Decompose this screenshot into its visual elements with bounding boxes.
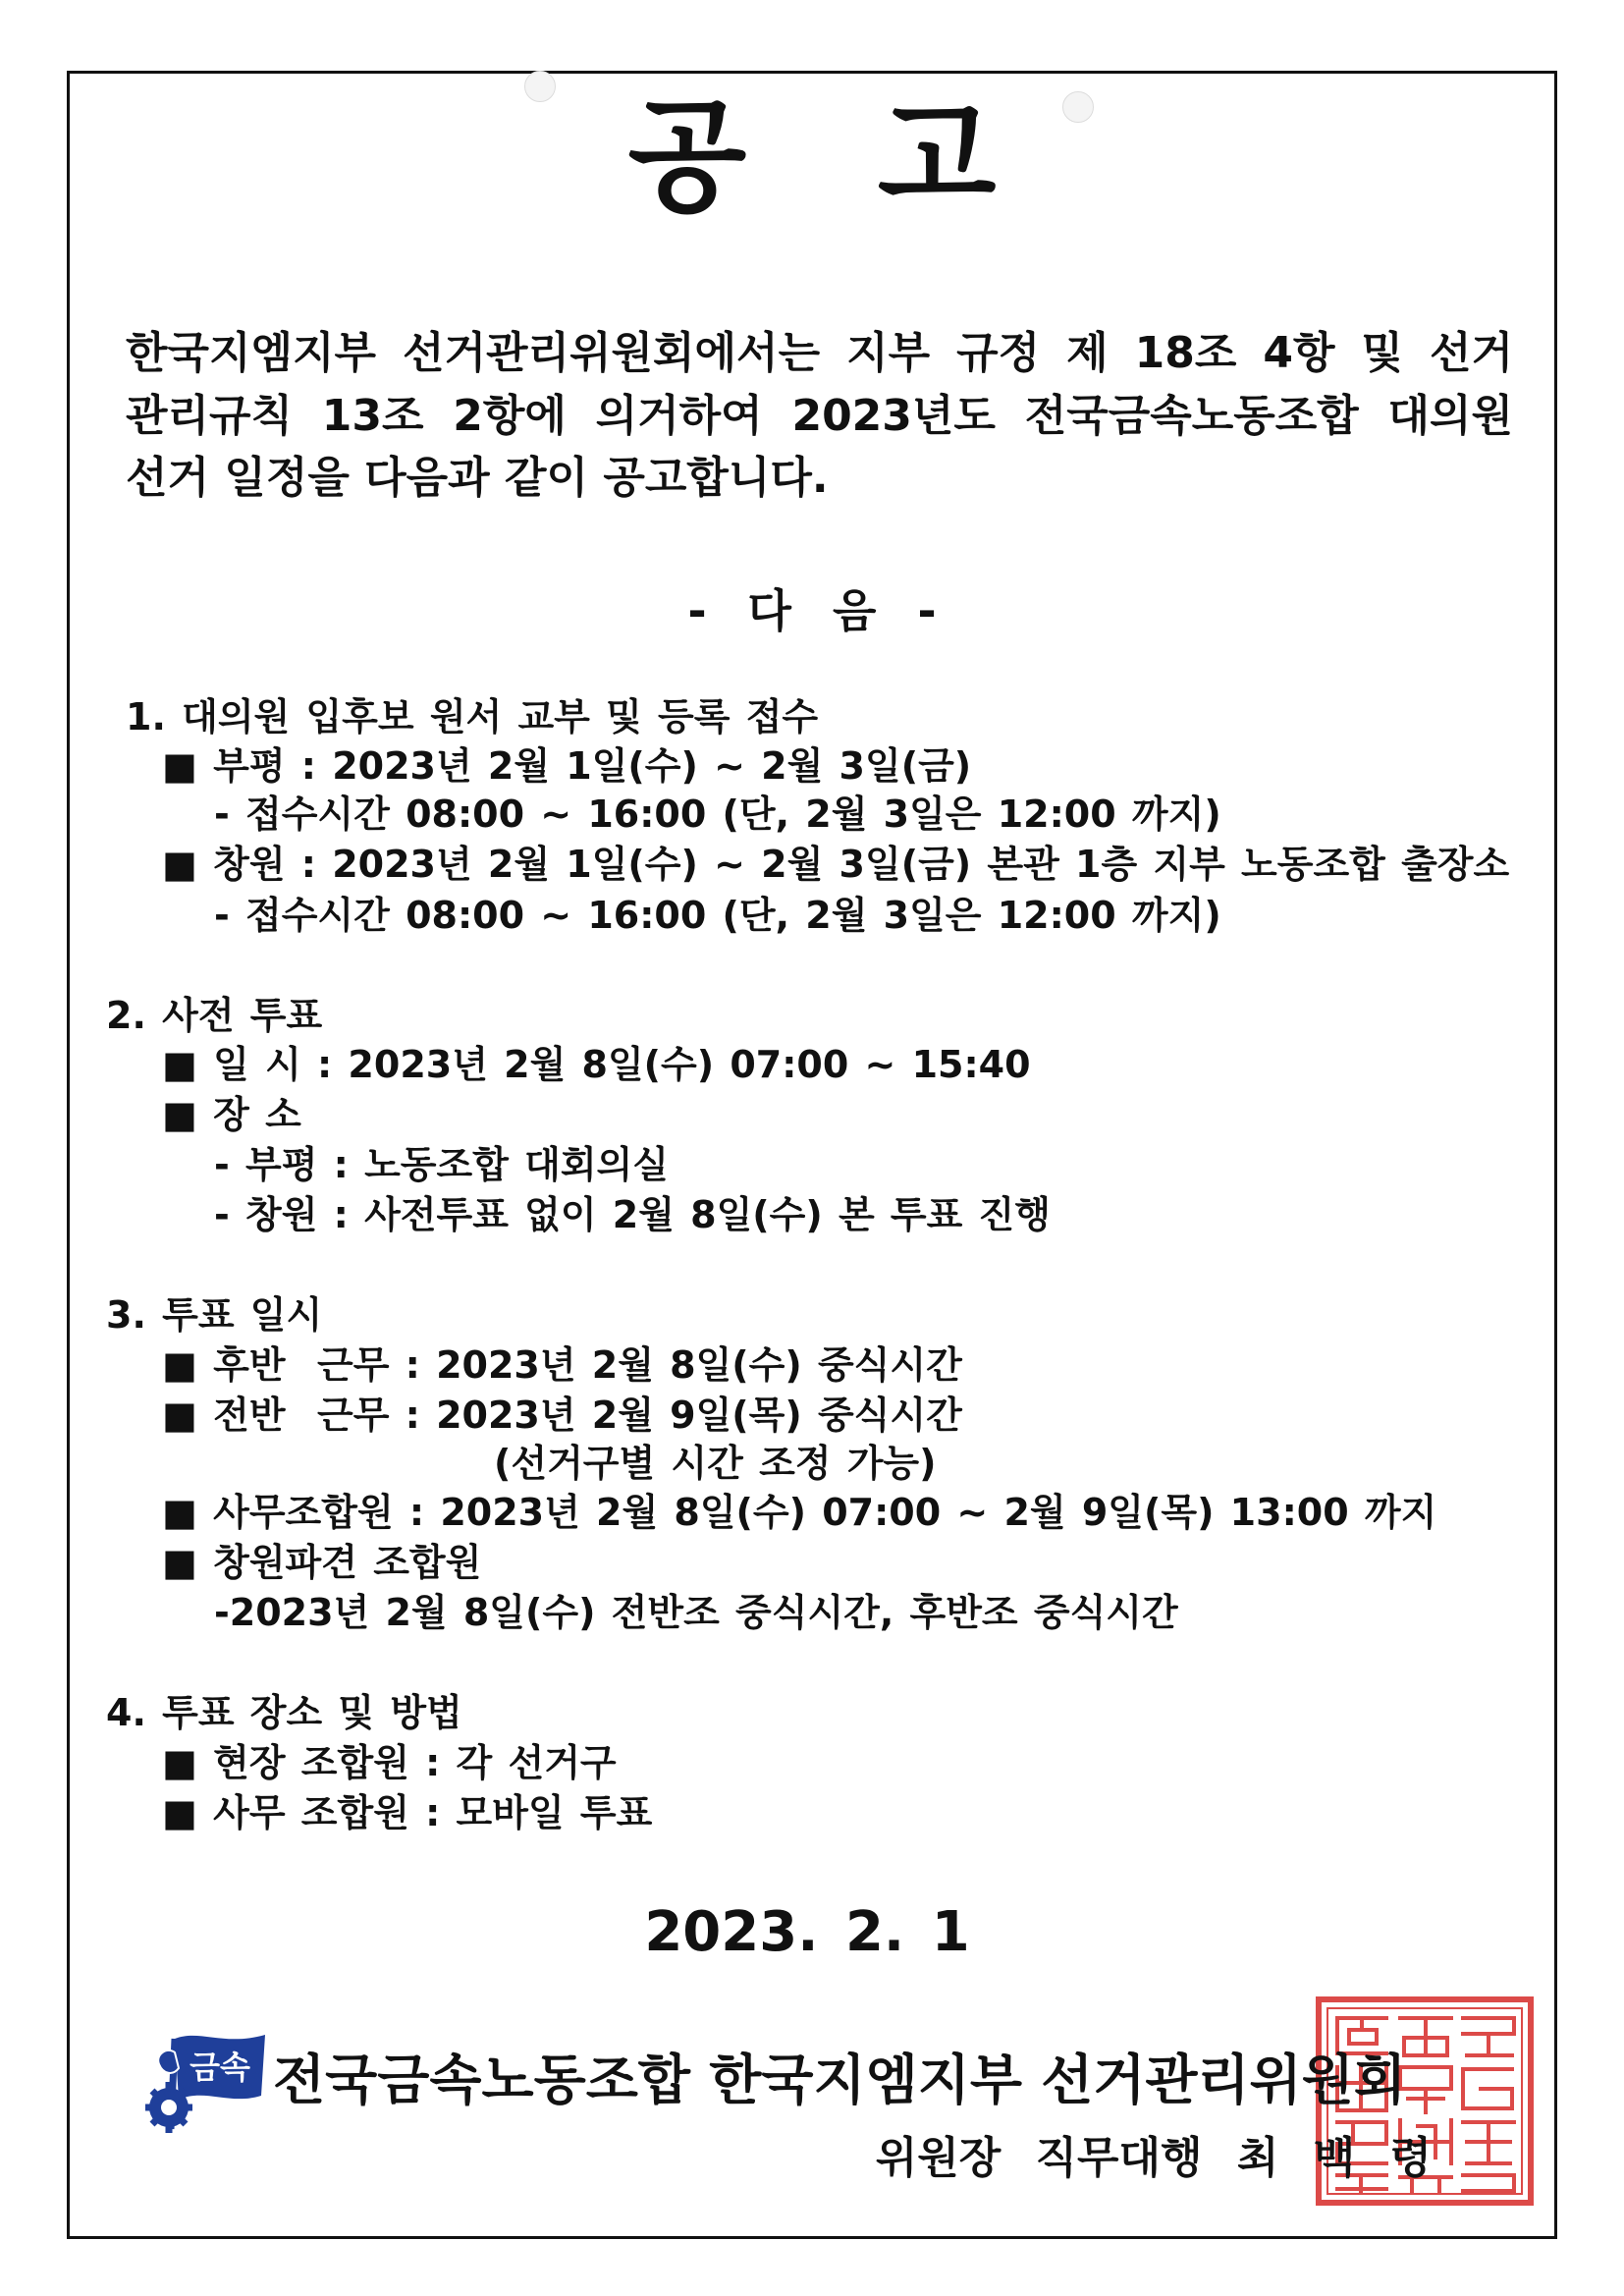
section-2-item: ■ 일 시 : 2023년 2월 8일(수) 07:00 ~ 15:40 xyxy=(162,1043,1031,1086)
section-1-item: - 접수시간 08:00 ~ 16:00 (단, 2월 3일은 12:00 까지) xyxy=(214,793,1221,836)
section-1-item: ■ 부평 : 2023년 2월 1일(수) ~ 2월 3일(금) xyxy=(162,744,972,788)
section-3-item: ■ 후반 근무 : 2023년 2월 8일(수) 중식시간 xyxy=(162,1343,962,1387)
union-logo-icon xyxy=(145,2025,271,2135)
notice-date: 2023. 2. 1 xyxy=(644,1900,970,1964)
section-heading-1: 1. 대의원 입후보 원서 교부 및 등록 접수 xyxy=(126,695,819,738)
intro-line-3: 선거 일정을 다음과 같이 공고합니다. xyxy=(126,453,829,503)
section-4-item: ■ 현장 조합원 : 각 선거구 xyxy=(162,1741,617,1784)
section-1-item: - 접수시간 08:00 ~ 16:00 (단, 2월 3일은 12:00 까지) xyxy=(214,894,1221,937)
section-heading-4: 4. 투표 장소 및 방법 xyxy=(106,1691,462,1734)
section-4-item: ■ 사무 조합원 : 모바일 투표 xyxy=(162,1791,653,1834)
section-3-item: ■ 창원파견 조합원 xyxy=(162,1541,482,1584)
section-heading-3: 3. 투표 일시 xyxy=(106,1293,323,1337)
section-2-item: - 부평 : 노동조합 대회의실 xyxy=(214,1143,669,1186)
section-2-item: - 창원 : 사전투표 없이 2월 8일(수) 본 투표 진행 xyxy=(214,1193,1051,1236)
issuer-name: 전국금속노동조합 한국지엠지부 선거관리위원회 xyxy=(273,2049,1407,2111)
section-3-item: ■ 전반 근무 : 2023년 2월 9일(목) 중식시간 xyxy=(162,1394,962,1437)
logo-text: 금속 xyxy=(189,2049,250,2086)
notice-title: 공 고 xyxy=(627,86,997,229)
signatory-name: 위원장 직무대행 최 백 령 xyxy=(875,2133,1432,2183)
following-heading: - 다 음 - xyxy=(687,584,937,637)
section-3-note: (선거구별 시간 조정 가능) xyxy=(494,1442,937,1485)
section-3-item: -2023년 2월 8일(수) 전반조 중식시간, 후반조 중식시간 xyxy=(214,1591,1178,1634)
section-2-item: ■ 장 소 xyxy=(162,1093,301,1136)
intro-line-1: 한국지엠지부 선거관리위원회에서는 지부 규정 제 18조 4항 및 선거 xyxy=(126,328,1513,378)
section-3-item: ■ 사무조합원 : 2023년 2월 8일(수) 07:00 ~ 2월 9일(목) 13:00 까지 xyxy=(162,1491,1437,1534)
section-heading-2: 2. 사전 투표 xyxy=(106,994,323,1037)
intro-line-2: 관리규칙 13조 2항에 의거하여 2023년도 전국금속노동조합 대의원 xyxy=(126,391,1513,441)
section-1-item: ■ 창원 : 2023년 2월 1일(수) ~ 2월 3일(금) 본관 1층 지부 노동조합 출장소 xyxy=(162,843,1510,886)
